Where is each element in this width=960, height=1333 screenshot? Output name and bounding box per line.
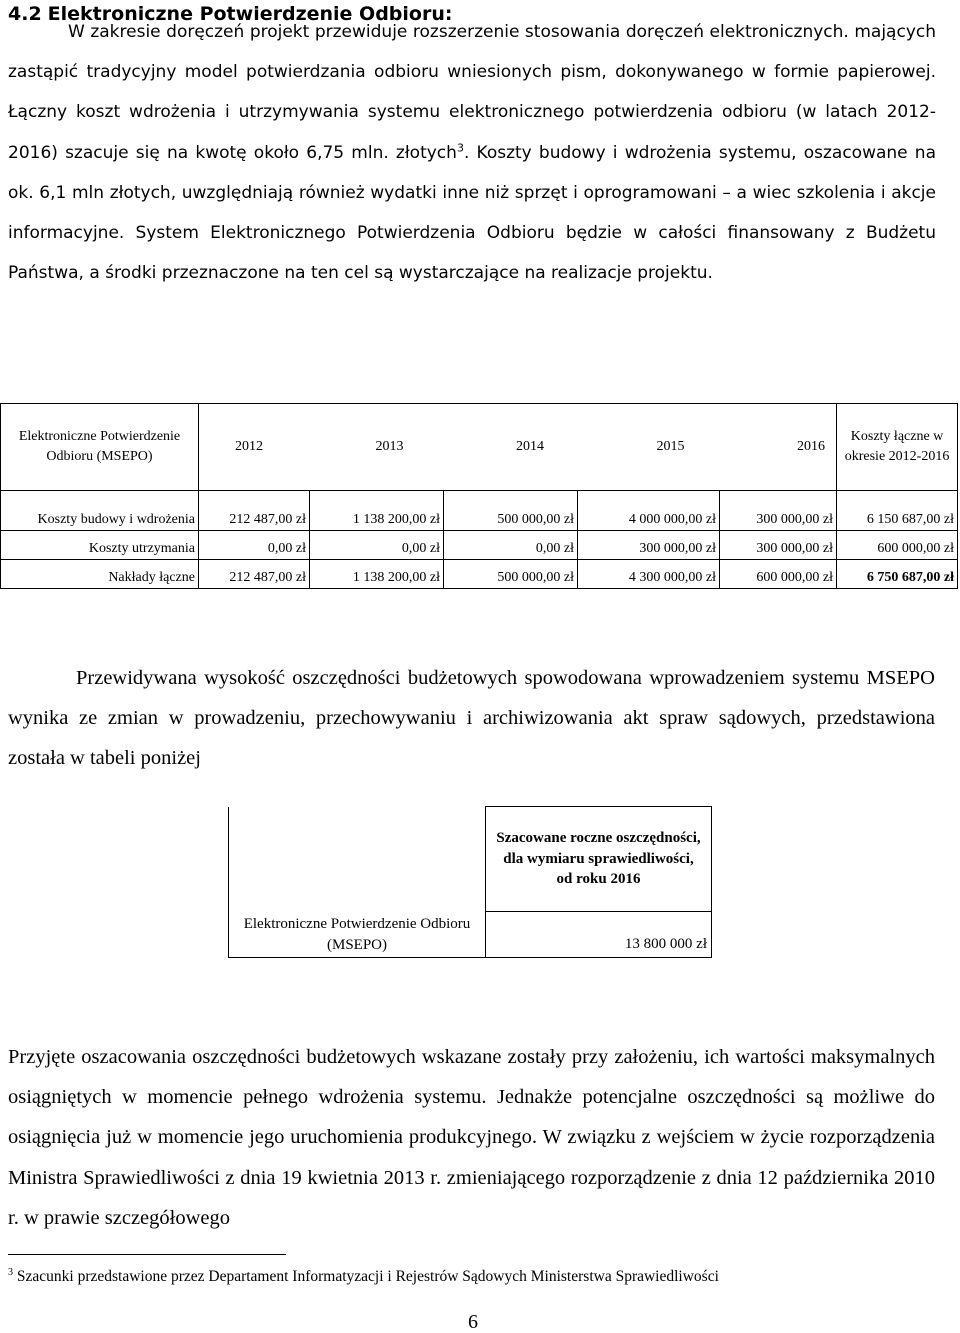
cell-build-2012: 212 487,00 zł: [199, 491, 310, 531]
page-number: 6: [468, 1311, 478, 1333]
cost-table: [0, 403, 958, 589]
cost-table-row-total: [1, 560, 958, 589]
cost-table-header-row: [1, 404, 958, 491]
footnote-number: 3: [8, 1266, 13, 1278]
year-2013: 2013: [375, 439, 404, 454]
cell-build-2014: 500 000,00 zł: [444, 491, 578, 531]
cell-build-2013: 1 138 200,00 zł: [310, 491, 444, 531]
cell-maint-2014: 0,00 zł: [444, 531, 578, 560]
paragraph-savings-intro-text: Przewidywana wysokość oszczędności budżetowych spowodowana wprowadzeniem systemu MSEPO wynika ze zmian w prowadzeniu, przechowywaniu i archiwizowania akt spraw sądowych, przedstawiona została w tabeli poniżej: [8, 667, 935, 770]
year-2012: 2012: [235, 439, 263, 454]
year-2016: 2016: [797, 439, 825, 454]
savings-table: [228, 806, 712, 958]
cell-maint-2016: 300 000,00 zł: [720, 531, 837, 560]
paragraph-savings-intro: [8, 658, 935, 779]
savings-left-label: Elektroniczne Potwierdzenie Odbioru (MSEPO): [229, 807, 486, 958]
year-2015: 2015: [656, 439, 685, 454]
cell-maint-2015: 300 000,00 zł: [578, 531, 720, 560]
paragraph-assumptions: [8, 1037, 935, 1238]
cell-grand-total: 6 750 687,00 zł: [837, 560, 958, 589]
cost-table-total-header: Koszty łączne w okresie 2012-2016: [837, 404, 958, 491]
paragraph-delivery: [8, 12, 936, 293]
cell-build-total: 6 150 687,00 zł: [837, 491, 958, 531]
section-title: Elektroniczne Potwierdzenie Odbioru:: [47, 3, 453, 25]
footnote-separator: [8, 1254, 286, 1255]
row-label-total: Nakłady łączne: [1, 560, 199, 589]
row-label-build: Koszty budowy i wdrożenia: [1, 491, 199, 531]
footnote-text: Szacunki przedstawione przez Departament Informatyzacji i Rejestrów Sądowych Ministerstwa Sprawiedliwości: [16, 1268, 719, 1285]
savings-value: 13 800 000 zł: [486, 912, 712, 958]
cost-table-row-build: [1, 491, 958, 531]
cell-total-2014: 500 000,00 zł: [444, 560, 578, 589]
cell-total-2015: 4 300 000,00 zł: [578, 560, 720, 589]
year-2014: 2014: [516, 439, 544, 454]
cell-maint-2012: 0,00 zł: [199, 531, 310, 560]
section-number: 4.2: [8, 3, 42, 25]
cell-total-2012: 212 487,00 zł: [199, 560, 310, 589]
cell-build-2016: 300 000,00 zł: [720, 491, 837, 531]
paragraph-delivery-text-a: W zakresie doręczeń projekt przewiduje rozszerzenie stosowania doręczeń elektronicznych. mających zastąpić tradycyjny model potwierdzania odbioru wniesionych pism, dokonywanego w formie papierowej. Łączny koszt wdrożenia i utrzymywania systemu elektronicznego potwierdzenia odbioru (w latach 2012-2016) szacuje się na kwotę około 6,75 mln. złotych: [8, 22, 936, 163]
cost-table-row-maintenance: [1, 531, 958, 560]
cell-total-2013: 1 138 200,00 zł: [310, 560, 444, 589]
cost-table-header-label: Elektroniczne Potwierdzenie Odbioru (MSEPO): [1, 404, 199, 491]
row-label-maintenance: Koszty utrzymania: [1, 531, 199, 560]
footnote: [8, 1268, 719, 1286]
paragraph-assumptions-text: Przyjęte oszacowania oszczędności budżetowych wskazane zostały przy założeniu, ich wartości maksymalnych osiągniętych w momencie pełnego wdrożenia systemu. Jednakże potencjalne oszczędności są możliwe do osiągnięcia już w momencie jego uruchomienia produkcyjnego. W związku z wejściem w życie rozporządzenia Ministra Sprawiedliwości z dnia 19 kwietnia 2013 r. zmieniającego rozporządzenie z dnia 12 października 2010 r. w prawie szczegółowego: [8, 1046, 935, 1229]
cell-total-2016: 600 000,00 zł: [720, 560, 837, 589]
savings-right-header: Szacowane roczne oszczędności, dla wymiaru sprawiedliwości, od roku 2016: [486, 807, 712, 912]
footnote-ref[interactable]: 3: [456, 140, 464, 154]
cost-table-years: [199, 404, 837, 491]
cell-build-2015: 4 000 000,00 zł: [578, 491, 720, 531]
paragraph-delivery-text-b: . Koszty budowy i wdrożenia systemu, oszacowane na ok. 6,1 mln złotych, uwzględniają również wydatki inne niż sprzęt i oprogramowani – a wiec szkolenia i akcje informacyjne. System Elektronicznego Potwierdzenia Odbioru będzie w całości finansowany z Budżetu Państwa, a środki przeznaczone na ten cel są wystarczające na realizacje projektu.: [8, 142, 936, 284]
cell-maint-2013: 0,00 zł: [310, 531, 444, 560]
cell-maint-total: 600 000,00 zł: [837, 531, 958, 560]
